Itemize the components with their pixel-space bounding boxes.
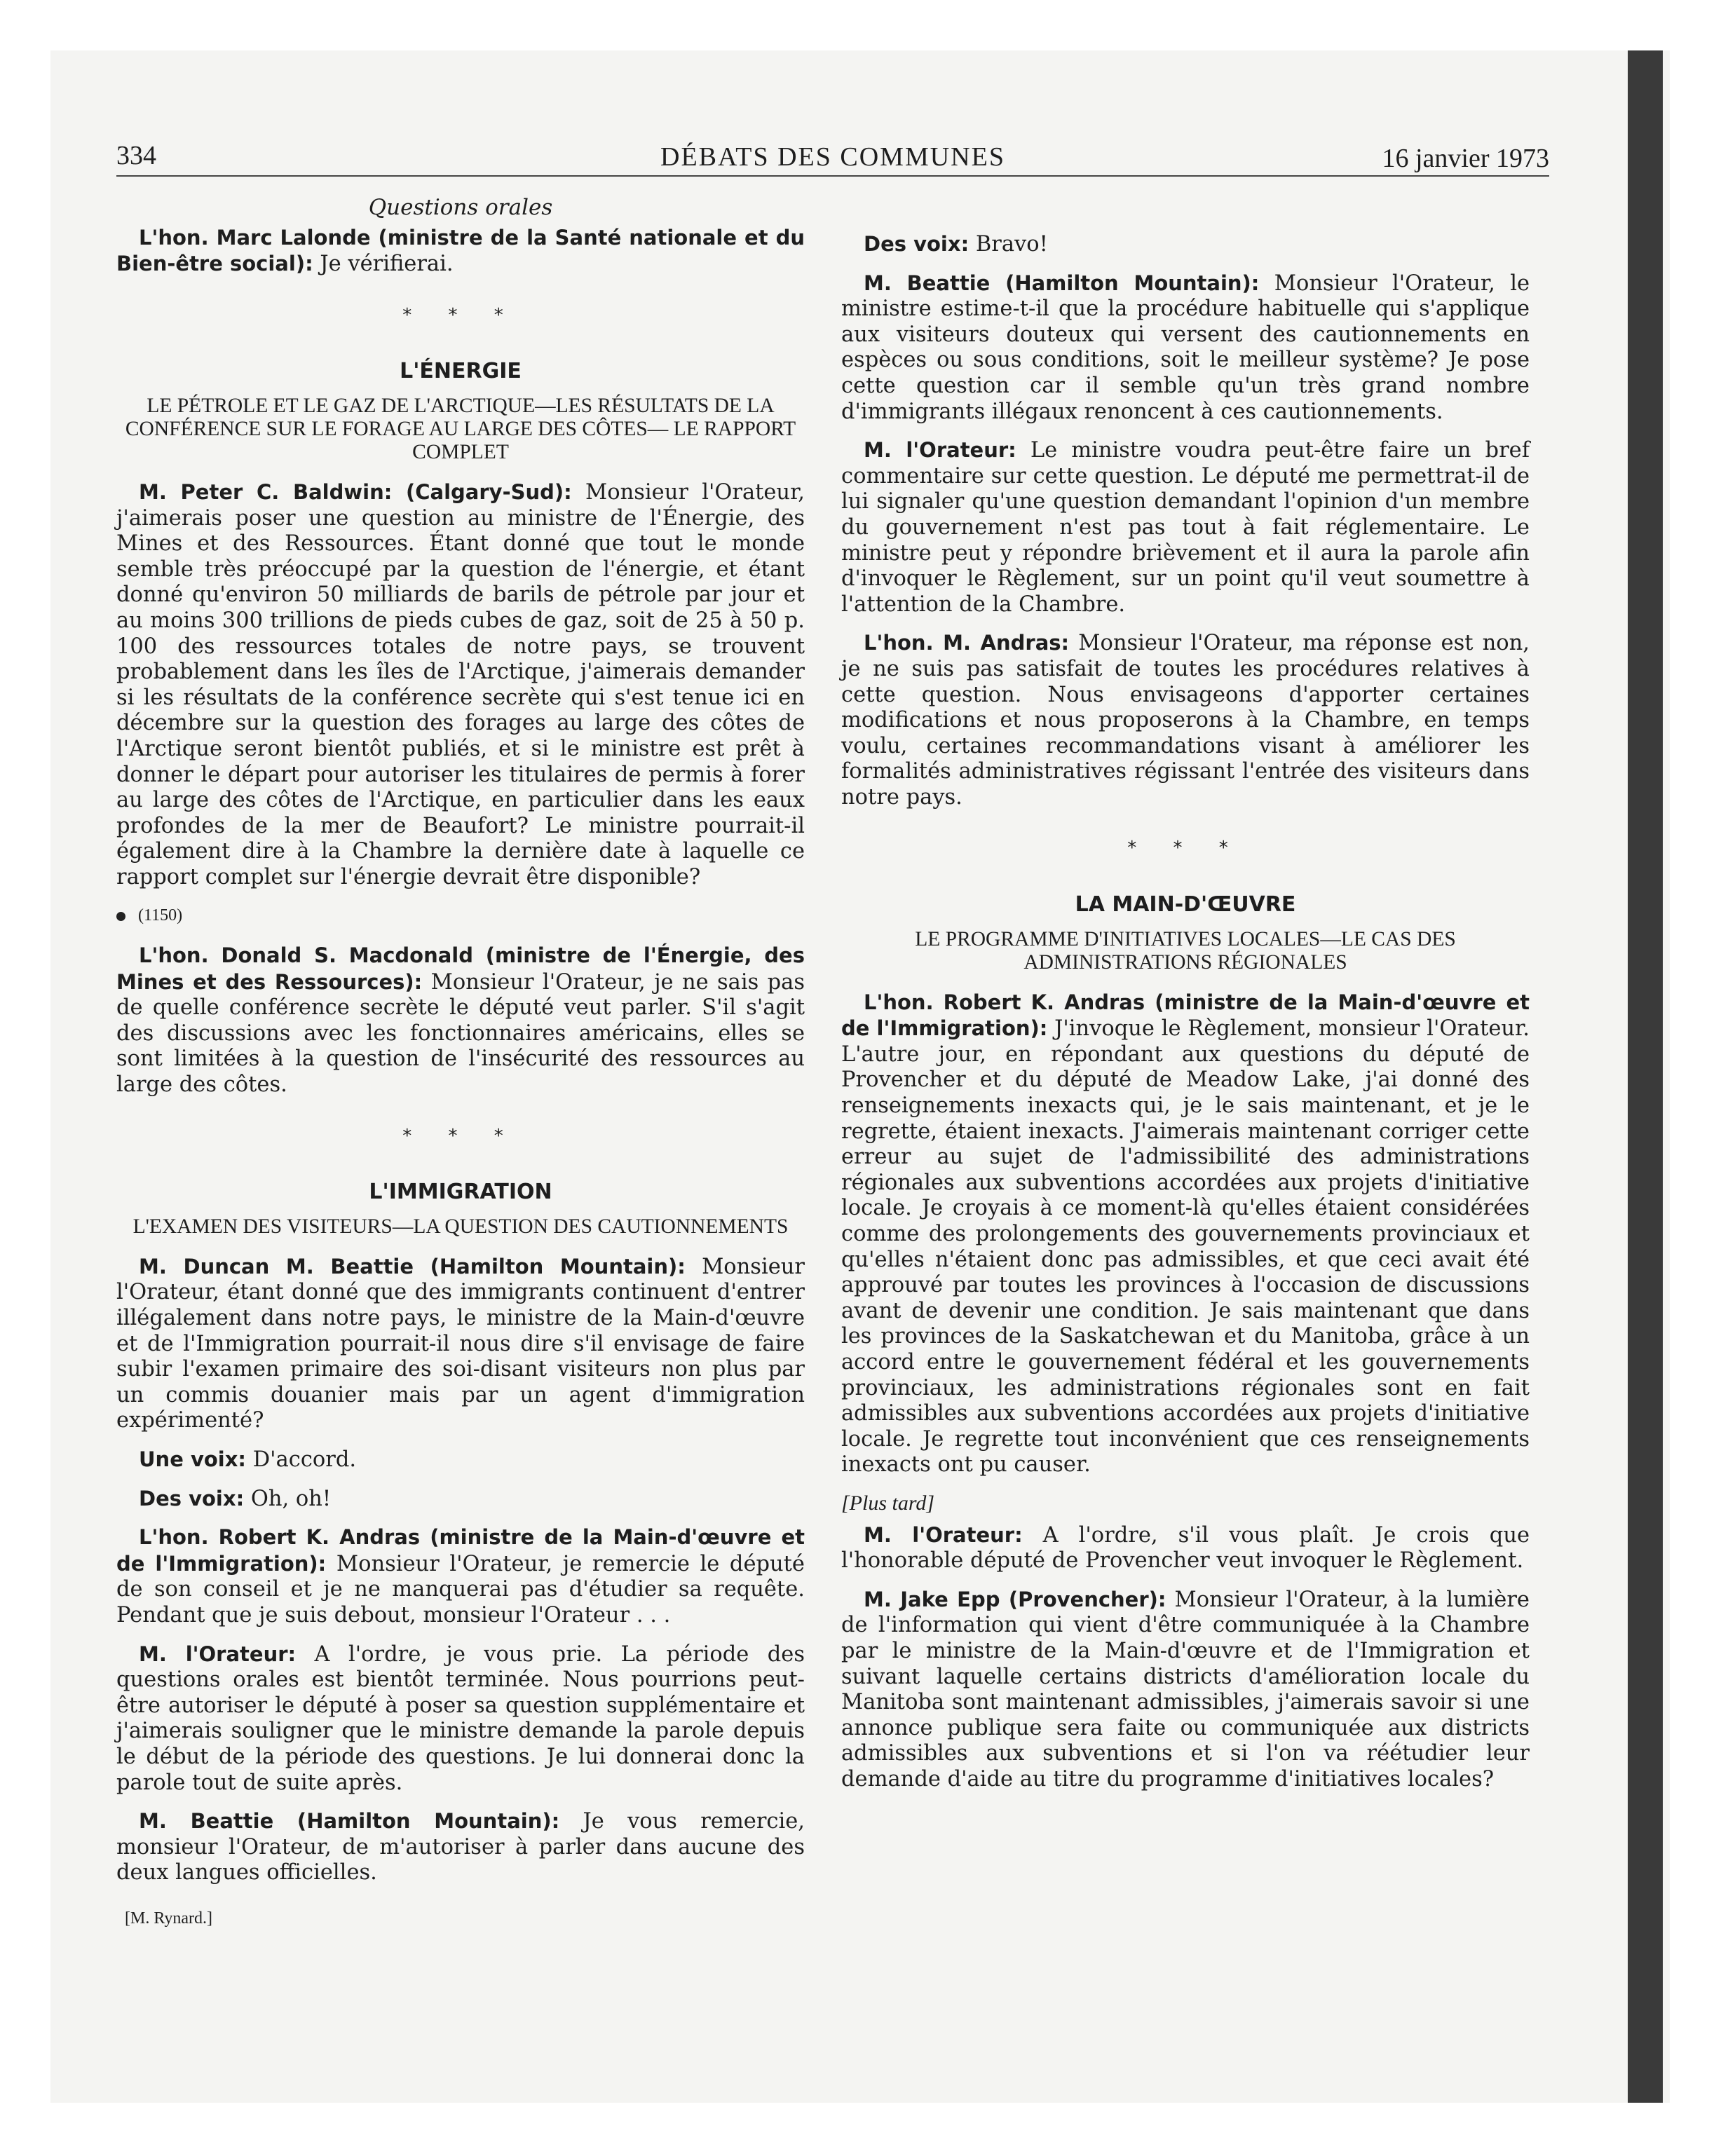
page-header xyxy=(116,139,1549,177)
speaker: L'hon. Robert K. Andras (ministre de la Main-d'œuvre et de l'Immigration): xyxy=(116,1525,805,1576)
section-heading-oral-questions: Questions orales xyxy=(368,195,553,220)
speech-text: Monsieur l'Orateur, j'aimerais poser une question au ministre de l'Énergie, des Mines et des Ressources. Étant donné que tout le monde semble très préoccupé par la question de l'énergie, et étant donné qu'environ 50 milliards de barils de pétrole par jour et au moins 300 trillions de pieds cubes de gaz, soit de 25 à 50 p. 100 des ressources totales de notre pays, se trouvent probablement dans les îles de l'Arctique, j'aimerais demander si les résultats de la conférence secrète qui s'est tenue ici en décembre sur la question des forages au large des côtes de l'Arctique seront bientôt publiés, et si le ministre est prêt à donner le départ pour autoriser les titulaires de permis à forer au large des côtes de l'Arctique, en particulier dans les eaux profondes de la mer de Beaufort? Le ministre pourrait-il également dire à la Chambre la dernière date à laquelle ce rapport complet sur l'énergie devrait être disponible? xyxy=(116,479,805,889)
paragraph xyxy=(116,1642,805,1796)
speaker: M. l'Orateur: xyxy=(139,1642,297,1666)
speaker: M. l'Orateur: xyxy=(864,1522,1023,1547)
speaker: M. l'Orateur: xyxy=(864,438,1016,463)
page-date: 16 janvier 1973 xyxy=(1382,144,1549,173)
paragraph xyxy=(116,225,805,278)
speaker: M. Duncan M. Beattie (Hamilton Mountain): xyxy=(139,1254,686,1278)
section-subtitle: L'EXAMEN DES VISITEURS—LA QUESTION DES CAUTIONNEMENTS xyxy=(132,1215,789,1238)
paragraph xyxy=(841,1522,1530,1574)
speaker: L'hon. Robert K. Andras (ministre de la Main-d'œuvre et de l'Immigration): xyxy=(841,990,1530,1041)
bullet-icon xyxy=(116,912,125,921)
speech-text: D'accord. xyxy=(246,1447,357,1472)
paragraph xyxy=(116,943,805,1098)
speech-text: Monsieur l'Orateur, ma réponse est non, je ne suis pas satisfait de toutes les procédures relatives à cette question. Nous envisageons d'apporter certaines modifications et nous proposerons à la Chambre, en temps voulu, certaines recommandations visant à améliorer les formalités administratives régissant l'entrée des visiteurs dans notre pays. xyxy=(841,631,1530,810)
speech-text: Oh, oh! xyxy=(244,1486,332,1511)
speaker: M. Beattie (Hamilton Mountain): xyxy=(864,271,1260,295)
page-title: DÉBATS DES COMMUNES xyxy=(660,142,1005,172)
left-column xyxy=(116,195,805,1931)
speech-text: Monsieur l'Orateur, étant donné que des immigrants continuent d'entrer illégalement dans notre pays, le ministre de la Main-d'œuvre et de l'Immigration pourrait-il nous dire s'il envisage de faire subir l'examen primaire des soi-disant visiteurs non plus par un commis douanier mais par un agent d'immigration expérimenté? xyxy=(116,1254,805,1433)
separator-stars: * * * xyxy=(402,1125,519,1147)
paragraph xyxy=(841,231,1530,258)
speech-text: Le ministre voudra peut-être faire un bref commentaire sur cette question. Le député me permettrat-il de lui signaler qu'une question demandant l'opinion d'un membre du gouvernement n'est pas tout à fait réglementaire. Le ministre peut y répondre brièvement et il aura la parole afin d'invoquer le Règlement, sur un point qu'il veut soumettre à l'attention de la Chambre. xyxy=(841,438,1530,617)
speaker: Des voix: xyxy=(139,1486,245,1510)
speech-text: A l'ordre, je vous prie. La période des questions orales est bientôt terminée. Nous pourrions peut-être autoriser le député à poser sa question supplémentaire et j'aimerais souligner que le ministre demande la parole depuis le début de la période des questions. Je lui donnerai donc la parole tout de suite après. xyxy=(116,1642,805,1795)
paragraph xyxy=(841,1587,1530,1793)
section-title: L'IMMIGRATION xyxy=(369,1180,552,1205)
speech-text: Bravo! xyxy=(969,232,1048,257)
speaker: M. Jake Epp (Provencher): xyxy=(864,1587,1166,1611)
later-marker: [Plus tard] xyxy=(841,1491,935,1515)
speech-text: Monsieur l'Orateur, le ministre estime-t-il que la procédure habituelle qui s'applique aux visiteurs douteux qui versent des cautionnements en espèces ou sous conditions, soit le meilleur système? Je pose cette question car il semble qu'un très grand nombre d'immigrants illégaux renoncent à ces cautionnements. xyxy=(841,271,1530,424)
speech-text: A l'ordre, s'il vous plaît. Je crois que l'honorable député de Provencher veut invoquer le Règlement. xyxy=(841,1522,1530,1574)
paragraph xyxy=(841,990,1530,1478)
section-title: LA MAIN-D'ŒUVRE xyxy=(1075,892,1296,917)
section-subtitle: LE PROGRAMME D'INITIATIVES LOCALES—LE CAS DES ADMINISTRATIONS RÉGIONALES xyxy=(915,927,1456,974)
scan-edge-shadow xyxy=(1628,50,1663,2103)
speaker: L'hon. Donald S. Macdonald (ministre de l'Énergie, des Mines et des Ressources): xyxy=(116,943,805,994)
paragraph xyxy=(116,479,805,891)
section-title: L'ÉNERGIE xyxy=(400,359,522,384)
paragraph xyxy=(841,630,1530,810)
speaker: L'hon. M. Andras: xyxy=(864,631,1070,655)
separator-stars: * * * xyxy=(402,304,519,326)
page-number: 334 xyxy=(116,141,156,170)
speech-text: Monsieur l'Orateur, à la lumière de l'information qui vient d'être communiquée à la Chambre par le ministre de la Main-d'œuvre et de l'Immigration et suivant laquelle certains districts d'amélioration locale du Manitoba sont maintenant admissibles, j'aimerais savoir si une annonce publique sera faite ou communiquée aux districts admissibles aux subventions et si l'on va réétudier leur demande d'aide au titre du programme d'initiatives locales? xyxy=(841,1587,1530,1792)
paragraph xyxy=(841,271,1530,425)
time-marker xyxy=(116,903,805,929)
right-column xyxy=(841,231,1530,1805)
speaker: Des voix: xyxy=(864,232,969,256)
speaker-reference: [M. Rynard.] xyxy=(125,1909,213,1928)
speaker: Une voix: xyxy=(139,1447,247,1471)
speaker: M. Beattie (Hamilton Mountain): xyxy=(139,1809,560,1834)
speech-text: Monsieur l'Orateur, je remercie le député de son conseil et je ne manquerai pas d'étudier sa requête. Pendant que je suis debout, monsieur l'Orateur . . . xyxy=(116,1551,805,1628)
paragraph xyxy=(116,1447,805,1473)
paragraph xyxy=(116,1254,805,1434)
paragraph xyxy=(116,1486,805,1513)
speech-text: Je vous remercie, monsieur l'Orateur, de m'autoriser à parler dans aucune des deux langues officielles. xyxy=(116,1809,805,1885)
paragraph xyxy=(841,437,1530,618)
paragraph xyxy=(116,1524,805,1628)
speech-text: Je vérifierai. xyxy=(313,252,454,277)
speech-text: Monsieur l'Orateur, je ne sais pas de quelle conférence secrète le député veut parler. S'il s'agit des discussions avec les fonctionnaires américains, elles se sont limitées à la question de l'insécurité des ressources au large des côtes. xyxy=(116,969,805,1098)
speech-text: J'invoque le Règlement, monsieur l'Orateur. L'autre jour, en répondant aux questions du député de Provencher et du député de Meadow Lake, j'ai donné des renseignements inexacts qui, je le sais maintenant, et je le regrette, étaient inexacts. J'aimerais maintenant corriger cette erreur au sujet de l'admissibilité des administrations régionales aux subventions accordées aux projets d'initiative locale. Je croyais à ce moment-là qu'elles étaient considérées comme des prolongements des gouvernements provinciaux et qu'elles n'étaient donc pas admissibles, et que ceci avait été approuvé par toutes les provinces à l'occasion de discussions avant de devenir une condition. Je sais maintenant que dans les provinces de la Saskatchewan et du Manitoba, grâce à un accord entre le gouvernement fédéral et les gouvernements provinciaux, les administrations régionales sont en fait admissibles aux subventions accordées aux projets d'initiative locale. Je regrette tout inconvénient que ces renseignements inexacts ont pu causer. xyxy=(841,1016,1530,1478)
time-text: (1150) xyxy=(138,906,183,925)
paragraph xyxy=(116,1808,805,1886)
speaker: L'hon. Marc Lalonde (ministre de la Santé nationale et du Bien-être social): xyxy=(116,225,805,276)
separator-stars: * * * xyxy=(1127,838,1244,859)
section-subtitle: LE PÉTROLE ET LE GAZ DE L'ARCTIQUE—LES RÉSULTATS DE LA CONFÉRENCE SUR LE FORAGE AU LARGE DES CÔTES— LE RAPPORT COMPLET xyxy=(125,394,796,463)
speaker: M. Peter C. Baldwin: (Calgary-Sud): xyxy=(139,479,572,504)
